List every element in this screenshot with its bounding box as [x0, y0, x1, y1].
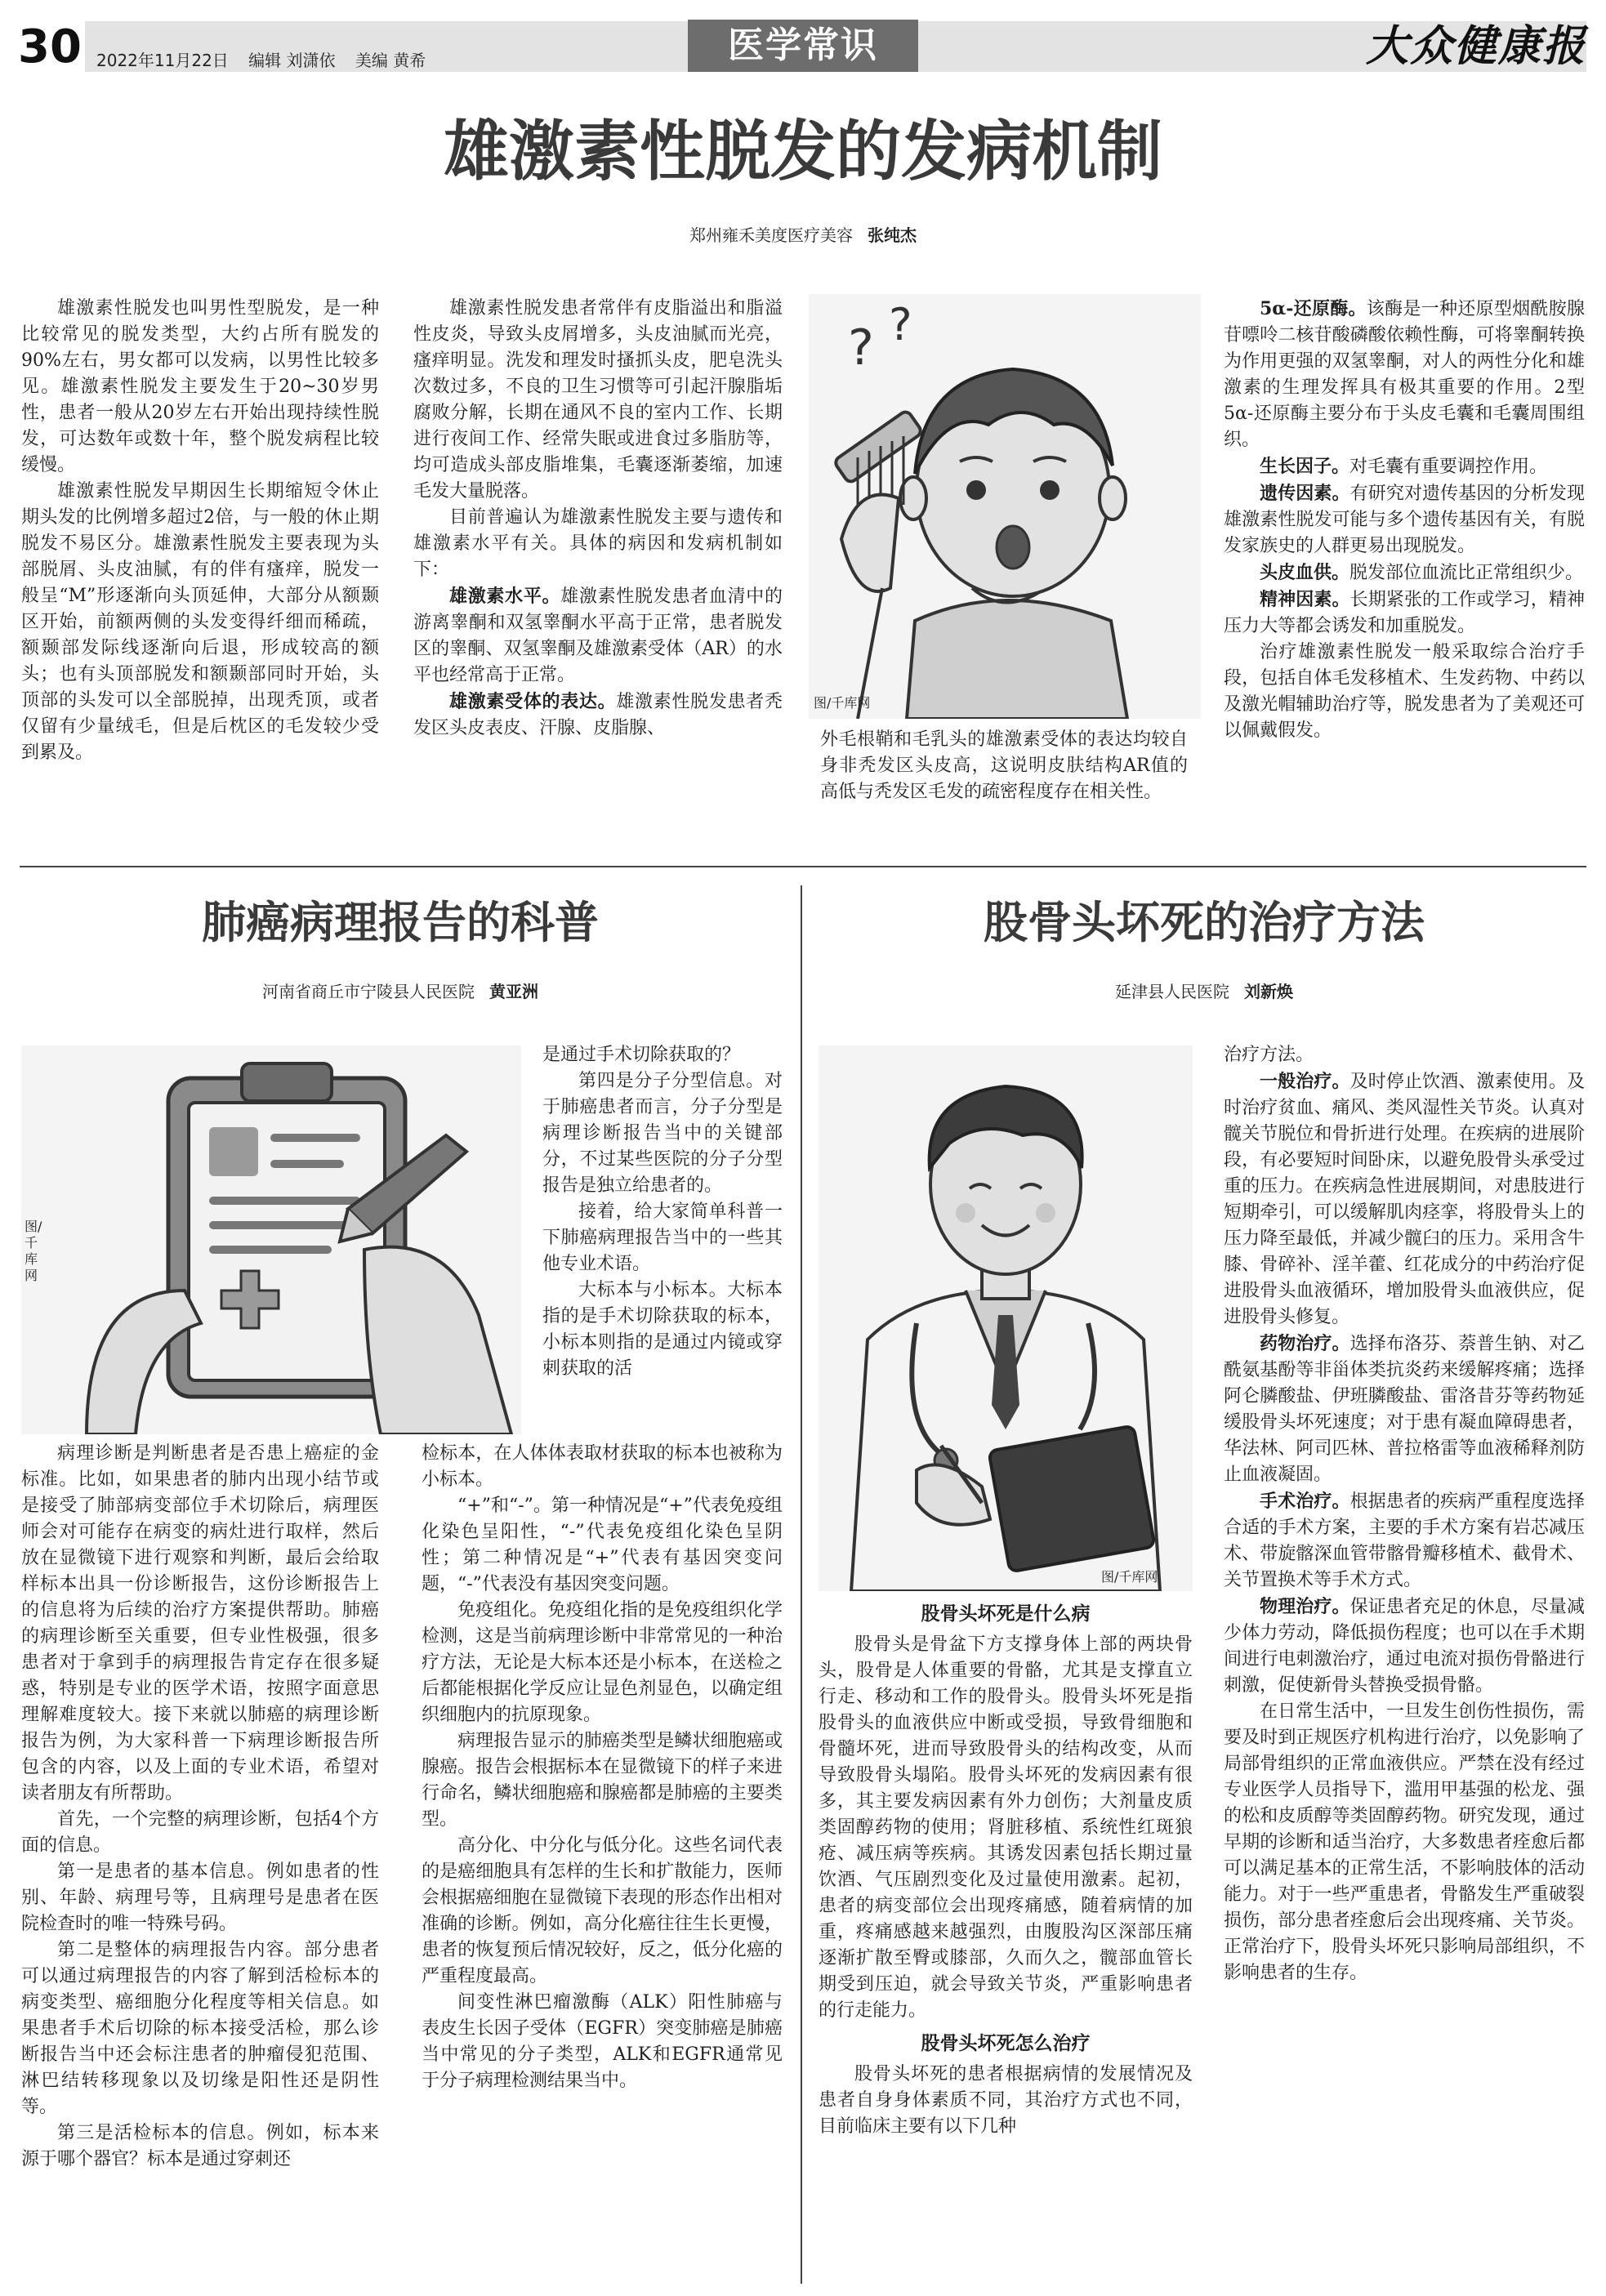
bold-lead: 头皮血供。 — [1260, 562, 1350, 583]
article1-affiliation: 郑州雍禾美度医疗美容 — [689, 225, 853, 245]
paragraph-body: 根据患者的疾病严重程度选择合适的手术方案，主要的手术方案有岩芯减压术、带旋髂深血管带髂骨瓣移植术、截骨术、关节置换术等手术方式。 — [1224, 1491, 1585, 1590]
article2-col2-wide — [422, 1441, 783, 2094]
bold-lead: 雄激素水平。 — [449, 586, 561, 607]
article1-byline — [0, 222, 1606, 246]
article3-byline — [802, 979, 1606, 1002]
paragraph — [1224, 453, 1585, 480]
article3-affiliation: 延津县人民医院 — [1115, 982, 1229, 1001]
paragraph-body: 该酶是一种还原型烟酰胺腺苷嘌呤二核苷酸磷酸依赖性酶，可将睾酮转换为作用更强的双氢睾酮，对人的两性分化和雄激素的生理发挥具有极其重要的作用。2型5α-还原酶主要分布于头皮毛囊和毛囊周围组织。 — [1224, 299, 1585, 450]
paragraph: 股骨头坏死的患者根据病情的发展情况及患者自身身体素质不同，其治疗方式也不同，目前临床主要有以下几种 — [819, 2064, 1193, 2137]
paragraph: 高分化、中分化与低分化。这些名词代表的是癌细胞具有怎样的生长和扩散能力，医师会根据癌细胞在显微镜下表现的形态作出相对准确的诊断。例如，高分化癌往往生长更慢，患者的恢复预后情况较好，反之，低分化癌的严重程度最高。 — [422, 1835, 783, 1986]
svg-text:?: ? — [889, 299, 912, 350]
paragraph-body: 有研究对遗传基因的分析发现雄激素性脱发可能与多个遗传基因有关，有脱发家族史的人群更易出现脱发。 — [1224, 484, 1585, 556]
bold-lead: 物理治疗。 — [1260, 1596, 1350, 1617]
masthead: 大众健康报 — [1365, 21, 1586, 71]
section-tag: 医学常识 — [688, 20, 918, 72]
designer-credit: 美编 黄希 — [355, 51, 426, 70]
paragraph-body: 选择布洛芬、萘普生钠、对乙酰氨基酚等非甾体类抗炎药来缓解疼痛；选择阿仑膦酸盐、伊班膦酸盐、雷洛昔芬等药物延缓股骨头坏死速度；对于患有凝血障碍患者，华法林、阿司匹林、普拉格雷等血液稀释剂防止血液凝固。 — [1224, 1334, 1585, 1485]
column-divider — [801, 885, 802, 2284]
article1-col2 — [413, 296, 783, 742]
paragraph: 雄激素性脱发也叫男性型脱发，是一种比较常见的脱发类型，大约占所有脱发的90%左右，男女都可以发病，以男性比较多见。雄激素性脱发主要发生于20~30岁男性，患者一般从20岁左右开始出现持续性脱发，可达数年或数十年，整个脱发病程比较缓慢。 — [21, 298, 379, 475]
bold-lead: 雄激素受体的表达。 — [449, 691, 617, 712]
paragraph: 是通过手术切除获取的？ — [542, 1045, 741, 1065]
bold-lead: 生长因子。 — [1260, 456, 1350, 477]
paragraph-body: 长期紧张的工作或学习，精神压力大等都会诱发和加重脱发。 — [1224, 590, 1585, 636]
paragraph: “+”和“-”。第一种情况是“+”代表免疫组化染色呈阳性，“-”代表免疫组化染色呈阴性；第二种情况是“+”代表有基因突变问题，“-”代表没有基因突变问题。 — [422, 1496, 783, 1594]
paragraph: 检标本，在人体体表取材获取的标本也被称为小标本。 — [422, 1443, 783, 1490]
article2-author: 黄亚洲 — [489, 982, 538, 1001]
article1-col1 — [21, 296, 379, 766]
paragraph — [1224, 1594, 1585, 1699]
paragraph — [413, 583, 783, 689]
paragraph: 第四是分子分型信息。对于肺癌患者而言，分子分型是病理诊断报告当中的关键部分，不过某些医院的分子分型报告是独立给患者的。 — [542, 1071, 783, 1196]
paragraph: 大标本与小标本。大标本指的是手术切除获取的标本，小标本则指的是通过内镜或穿刺获取的活 — [542, 1280, 783, 1379]
paragraph — [1224, 296, 1585, 453]
article3-title: 股骨头坏死的治疗方法 — [984, 897, 1425, 948]
article1-title: 雄激素性脱发的发病机制 — [444, 114, 1162, 189]
paragraph-body: 对毛囊有重要调控作用。 — [1349, 457, 1548, 477]
paragraph: 第一是患者的基本信息。例如患者的性别、年龄、病理号等，且病理号是患者在医院检查时的唯一特殊号码。 — [21, 1861, 379, 1934]
clipboard-report-illustration — [21, 1045, 521, 1434]
doctor-with-tablet-icon — [819, 1045, 1193, 1591]
article2-affiliation: 河南省商丘市宁陵县人民医院 — [262, 982, 475, 1001]
article1-col3-continuation — [820, 727, 1188, 805]
paragraph: 病理报告显示的肺癌类型是鳞状细胞癌或腺癌。报告会根据标本在显微镜下的样子来进行命名，鳞状细胞癌和腺癌都是肺癌的主要类型。 — [422, 1731, 783, 1830]
paragraph: 股骨头是骨盆下方支撑身体上部的两块骨头，股骨是人体重要的骨骼，尤其是支撑直立行走、移动和工作的股骨头。股骨头坏死是指股骨头的血液供应中断或受损，导致骨细胞和骨髓坏死，进而导致股骨头的结构改变，从而导致股骨头塌陷。股骨头坏死的发病因素有很多，其主要发病因素有外力创伤；大剂量皮质类固醇药物的使用；肾脏移植、系统性红斑狼疮、减压病等疾病。其诱发因素包括长期过量饮酒、气压剧烈变化及过量使用激素。起初，患者的病变部位会出现疼痛感，随着病情的加重，疼痛感越来越强烈，由腹股沟区深部压痛逐渐扩散至臀或膝部，久而久之，髋部血管长期受到压迫，就会导致关节炎，严重影响患者的行走能力。 — [819, 1634, 1193, 2021]
paragraph: 首先，一个完整的病理诊断，包括4个方面的信息。 — [21, 1809, 379, 1856]
article1-col4 — [1224, 296, 1585, 744]
bold-lead: 药物治疗。 — [1260, 1333, 1350, 1354]
paragraph — [1224, 1331, 1585, 1488]
doctor-with-tablet-illustration — [819, 1045, 1193, 1591]
article2-col1 — [21, 1441, 379, 2173]
header-meta — [96, 47, 440, 71]
paragraph: 治疗雄激素性脱发一般采取综合治疗手段，包括自体毛发移植术、生发药物、中药以及激光帽辅助治疗等，脱发患者为了美观还可以佩戴假发。 — [1224, 642, 1585, 741]
paragraph: 目前普遍认为雄激素性脱发主要与遗传和雄激素水平有关。具体的病因和发病机制如下： — [413, 507, 783, 580]
section-divider — [20, 866, 1586, 867]
paragraph — [413, 689, 783, 742]
paragraph: 雄激素性脱发早期因生长期缩短令休止期头发的比例增多超过2倍，与一般的休止期脱发不易区分。雄激素性脱发主要表现为头部脱屑、头皮油腻，有的伴有瘙痒，脱发一般呈“M”形逐渐向头顶延伸，大部分从额颞区开始，前额两侧的头发变得纤细而稀疏，额颞部发际线逐渐向后退，形成较高的额头；也有头顶部脱发和额颞部同时开始，头顶部的头发可以全部脱掉，出现秃顶，或者仅留有少量绒毛，但是后枕区的毛发较少受到累及。 — [21, 481, 379, 763]
bold-lead: 手术治疗。 — [1260, 1491, 1350, 1512]
paragraph: 外毛根鞘和毛乳头的雄激素受体的表达均较自身非秃发区头皮高，这说明皮肤结构AR值的高低与秃发区毛发的疏密程度存在相关性。 — [820, 729, 1188, 802]
paragraph: 在日常生活中，一旦发生创伤性损伤，需要及时到正规医疗机构进行治疗，以免影响了局部骨组织的正常血液供应。严禁在没有经过专业医学人员指导下，滥用甲基强的松龙、强的松和皮质醇等类固醇药物。研究发现，通过早期的诊断和适当治疗，大多数患者痊愈后都可以满足基本的正常生活，不影响肢体的活动能力。对于一些严重患者，骨骼发生严重破裂损伤，部分患者痊愈后会出现疼痛、关节炎。正常治疗下，股骨头坏死只影响局部组织，不影响患者的生存。 — [1224, 1701, 1585, 1983]
paragraph — [1224, 560, 1585, 586]
image-credit: 图/千库网 — [1101, 1569, 1158, 1585]
article3-author: 刘新焕 — [1244, 982, 1293, 1001]
issue-date: 2022年11月22日 — [96, 51, 229, 70]
paragraph — [1224, 1068, 1585, 1331]
paragraph — [1224, 480, 1585, 560]
paragraph-body: 雄激素性脱发患者血清中的游离睾酮和双氢睾酮水平高于正常，患者脱发区的睾酮、双氢睾酮及雄激素受体（AR）的水平也经常高于正常。 — [413, 586, 783, 685]
editor-credit: 编辑 刘潇依 — [248, 51, 336, 70]
paragraph-body: 及时停止饮酒、激素使用。及时治疗贫血、痛风、类风湿性关节炎。认真对髋关节脱位和骨折进行处理。在疾病的进展阶段，有必要短时间卧床，以避免股骨头承受过重的压力。在疾病急性进展期间，对患肢进行短期牵引，可以缓解肌肉痉挛，将股骨头上的压力降至最低，并减少髋臼的压力。采用含牛膝、骨碎补、淫羊藿、红花成分的中药治疗促进股骨头血液循环，增加股骨头血液供应，促进股骨头修复。 — [1224, 1072, 1585, 1327]
image-credit: 图/千库网 — [25, 1219, 42, 1283]
paragraph-body: 保证患者充足的休息，尽量减少体力劳动，降低损伤程度；也可以在手术期间进行电刺激治疗，通过电流对损伤骨骼进行刺激，促使新骨头替换受损骨骼。 — [1224, 1597, 1585, 1696]
page-number: 30 — [18, 20, 82, 74]
article2-title: 肺癌病理报告的科普 — [202, 897, 599, 948]
paragraph-body: 脱发部位血流比正常组织少。 — [1349, 563, 1584, 583]
paragraph-body: 雄激素性脱发患者秃发区头皮表皮、汗腺、皮脂腺、 — [413, 692, 783, 738]
paragraph — [1224, 586, 1585, 640]
paragraph: 接着，给大家简单科普一下肺癌病理报告当中的一些其他专业术语。 — [542, 1201, 783, 1274]
boy-with-comb-icon — [809, 294, 1201, 719]
paragraph: 间变性淋巴瘤激酶（ALK）阳性肺癌与表皮生长因子受体（EGFR）突变肺癌是肺癌当中常见的分子类型，ALK和EGFR通常见于分子病理检测结果当中。 — [422, 1992, 783, 2091]
article3-col1 — [819, 1594, 1193, 2140]
bold-lead: 一般治疗。 — [1260, 1071, 1350, 1092]
paragraph: 第三是活检标本的信息。例如，标本来源于哪个器官？标本是通过穿刺还 — [21, 2123, 379, 2169]
paragraph: 免疫组化。免疫组化指的是免疫组织化学检测，这是当前病理诊断中非常常见的一种治疗方法，无论是大标本还是小标本，在送检之后都能根据化学反应让显色剂显色，以确定组织细胞内的抗原现象。 — [422, 1600, 783, 1725]
image-credit: 图/千库网 — [814, 695, 871, 711]
paragraph — [1224, 1488, 1585, 1594]
bold-lead: 遗传因素。 — [1260, 483, 1350, 504]
bold-lead: 5α-还原酶。 — [1260, 298, 1367, 319]
clipboard-report-icon — [21, 1045, 521, 1434]
paragraph: 病理诊断是判断患者是否患上癌症的金标准。比如，如果患者的肺内出现小结节或是接受了肺部病变部位手术切除后，病理医师会对可能存在病变的病灶进行取样，然后放在显微镜下进行观察和判断，最后会给取样标本出具一份诊断报告，这份诊断报告上的信息将为后续的治疗方案提供帮助。肺癌的病理诊断至关重要，但专业性极强，很多患者对于拿到手的病理报告肯定存在很多疑惑，特别是专业的医学术语，按照字面意思理解难度较大。接下来就以肺癌的病理诊断报告为例，为大家科普一下病理诊断报告所包含的内容，以及上面的专业术语，希望对读者朋友有所帮助。 — [21, 1443, 379, 1803]
paragraph: 雄激素性脱发患者常伴有皮脂溢出和脂溢性皮炎，导致头皮屑增多，头皮油腻而光亮，瘙痒明显。洗发和理发时搔抓头皮，肥皂洗头次数过多，不良的卫生习惯等可引起汗腺脂垢腐败分解，长期在通风不良的室内工作、长期进行夜间工作、经常失眠或进食过多脂肪等，均可造成头部皮脂堆集，毛囊逐渐萎缩，加速毛发大量脱落。 — [413, 298, 783, 502]
paragraph: 第二是整体的病理报告内容。部分患者可以通过病理报告的内容了解到活检标本的病变类型、癌细胞分化程度等相关信息。如果患者手术后切除的标本接受活检，那么诊断报告当中还会标注患者的肿瘤侵犯范围、淋巴结转移现象以及切缘是阳性还是阴性等。 — [21, 1940, 379, 2117]
boy-with-comb-illustration — [809, 294, 1201, 719]
paragraph: 治疗方法。 — [1224, 1045, 1314, 1065]
subheading: 股骨头坏死怎么治疗 — [921, 2033, 1091, 2054]
subheading: 股骨头坏死是什么病 — [921, 1603, 1091, 1625]
article2-byline — [0, 979, 801, 1002]
article2-col2-narrow — [542, 1042, 783, 1382]
article3-col2 — [1224, 1042, 1585, 1986]
bold-lead: 精神因素。 — [1260, 589, 1350, 610]
svg-text:?: ? — [848, 319, 874, 377]
article1-author: 张纯杰 — [868, 225, 917, 245]
